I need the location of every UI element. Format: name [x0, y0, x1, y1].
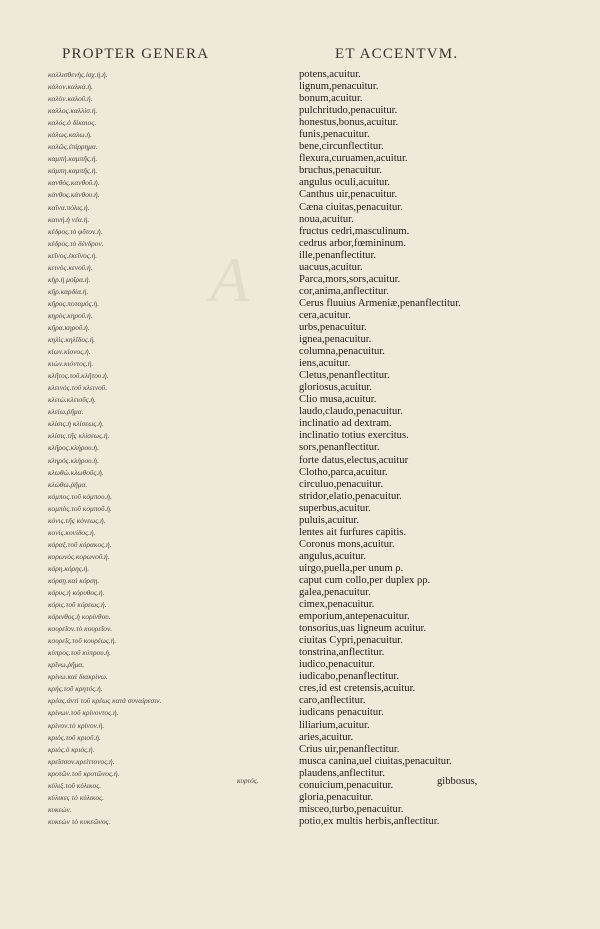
- latin-gloss: conuicium,penacuitur.: [299, 779, 394, 791]
- latin-gloss: cedrus arbor,fœmininum.: [299, 237, 406, 249]
- greek-entry: κέδρος.τὸ δένδρον.: [48, 238, 104, 248]
- greek-entry: κροτῶν.τοῦ κροτῶνος.ἡ.: [48, 768, 120, 778]
- latin-gloss: lentes ait furfures capitis.: [299, 526, 407, 538]
- greek-entry: κανθὸς.κανθοῦ.ἡ.: [48, 178, 100, 188]
- greek-entry: κόνις.τῆς κόνεως.ἡ.: [48, 515, 106, 525]
- greek-entry: κορωνὸς.κορωνοῦ.ἡ.: [48, 551, 110, 561]
- latin-gloss: caput cum collo,per duplex ρρ.: [299, 574, 431, 586]
- latin-gloss: bene,circunflectitur.: [299, 141, 384, 153]
- latin-gloss: uirgo,puella,per unum ρ.: [299, 562, 404, 574]
- greek-entry: καῖνα.πόλις.ἡ.: [48, 202, 90, 212]
- greek-entry: κύλικες τὸ κύλικος.: [48, 792, 104, 802]
- latin-gloss: uacuus,acuitur.: [299, 261, 363, 273]
- latin-gloss: honestus,bonus,acuitur.: [299, 117, 399, 129]
- greek-entry: κόρινθος.ἡ κορίνθου.: [48, 612, 111, 622]
- latin-gloss: iens,acuitur.: [299, 358, 351, 370]
- latin-gloss: circuluo,penacuitur.: [299, 478, 384, 490]
- greek-entry: κλῆρος.κλήρου.ἡ.: [48, 443, 99, 453]
- greek-entry: καμπὴ.καμπῆς.ἡ.: [48, 154, 98, 164]
- latin-gloss: iudicabo,penanflectitur.: [299, 671, 400, 683]
- latin-gloss: pulchritudo,penacuitur.: [299, 105, 398, 117]
- greek-entry: καλλισθενὴς.ἰσχ.ἡ.ἡ.: [48, 70, 108, 79]
- greek-entry: κυκεὼν τὸ κυκεῶνος.: [48, 816, 111, 826]
- latin-gloss: musca canina,uel ciuitas,penacuitur.: [299, 755, 452, 767]
- greek-entry: κόρη.κόρης.ἡ.: [48, 563, 90, 573]
- latin-gloss: sors,penanflectitur.: [299, 442, 380, 454]
- greek-entry: κυκεὼν.: [48, 804, 72, 814]
- greek-entry: κληρὸς.κλήρου.ἡ.: [48, 455, 99, 465]
- greek-entry: κόρσῃ.καὶ κόρσῃ.: [48, 575, 100, 585]
- greek-entry: κόραξ.τοῦ κόρακος.ἡ.: [48, 539, 112, 549]
- greek-entry: κόμπος.τοῦ κόμπου.ἡ.: [48, 491, 112, 501]
- continuation-greek: κυρτός.: [237, 776, 259, 785]
- greek-entry: καλῶς.ἐπίρρημα.: [48, 142, 98, 152]
- greek-entry: κηρὸς.κηροῦ.ἡ.: [48, 310, 93, 320]
- latin-gloss: superbus,acuitur.: [299, 502, 371, 514]
- latin-gloss: Parca,mors,sors,acuitur.: [299, 273, 401, 285]
- greek-entry: κλειὼ.κλειοῦς.ἡ.: [48, 395, 96, 405]
- greek-entry: κλεινὸς.τοῦ κλεινοῦ.: [48, 383, 108, 393]
- greek-entry: κριὸς.ὁ κριός.ἡ.: [48, 744, 95, 754]
- greek-entry: κλίσις.ἡ κλίσεως.ἡ.: [48, 419, 104, 429]
- latin-gloss: caro,anflectitur.: [299, 695, 366, 707]
- latin-gloss: angulus oculi,acuitur.: [299, 177, 390, 189]
- latin-gloss: lignum,penacuitur.: [299, 81, 379, 93]
- greek-entry: κάνθος.κάνθου.ἡ.: [48, 190, 100, 200]
- greek-entry: κόρυς.ἡ κόρυθος.ἡ.: [48, 588, 105, 598]
- latin-gloss: potio,ex multis herbis,anflectitur.: [299, 815, 440, 827]
- greek-entry: κάλον.καλκά.ἡ.: [48, 82, 93, 92]
- latin-gloss: Crius uir,penanflectitur.: [299, 743, 400, 755]
- greek-entry: κρέας.ἀντὶ τοῦ κρέως κατὰ συναίρεσιν.: [48, 696, 162, 706]
- latin-gloss: Cerus fluuius Armeniæ,penanflectitur.: [299, 297, 461, 309]
- latin-gloss: tonsorius,uas ligneum acuitur.: [299, 623, 427, 635]
- latin-gloss: fructus cedri,masculinum.: [299, 225, 410, 237]
- greek-entry: κρής.τοῦ κρητός.ἡ.: [48, 684, 103, 694]
- greek-entry: κύπρος.τοῦ κύπρου.ἡ.: [48, 648, 111, 658]
- latin-gloss: ignea,penacuitur.: [299, 334, 372, 346]
- latin-gloss: ciuitas Cypri,penacuitur.: [299, 635, 403, 647]
- latin-gloss: potens,acuitur.: [299, 69, 361, 80]
- latin-gloss: Clio musa,acuitur.: [299, 394, 377, 406]
- latin-gloss: iudico,penacuitur.: [299, 659, 375, 671]
- greek-entry: κέδρος.τὸ φῦτον.ἡ.: [48, 226, 103, 236]
- greek-entry: κουρεῖον.τὸ κουρεῖον.: [48, 624, 113, 634]
- greek-entry: κεινὸς.κενοῦ.ἡ.: [48, 262, 93, 272]
- greek-entry: καλλος.καλλίσ.ἡ.: [48, 106, 98, 116]
- greek-entry: κῆρος.ποταμός.ἡ.: [48, 298, 99, 308]
- greek-entry: κόρις.τοῦ κόρεως.ἡ.: [48, 600, 107, 610]
- latin-gloss: bruchus,penacuitur.: [299, 165, 382, 177]
- latin-gloss: stridor,elatio,penacuitur.: [299, 490, 402, 502]
- latin-gloss: cor,anima,anflectitur.: [299, 285, 389, 297]
- latin-gloss: gloria,penacuitur.: [299, 791, 374, 803]
- greek-entry: κομπὸς.τοῦ κομποῦ.ἡ.: [48, 503, 112, 513]
- latin-gloss: inclinatio totius exercitus.: [299, 430, 409, 442]
- greek-entry: κλώθω.ῥῆμα.: [48, 479, 88, 489]
- latin-gloss: noua,acuitur.: [299, 213, 354, 225]
- latin-gloss: Coronus mons,acuitur.: [299, 538, 395, 550]
- greek-entry: κάλως.καλω.ἡ.: [48, 130, 92, 140]
- running-head: [0, 46, 600, 68]
- greek-entry: καλός.ὁ δίκαιος.: [48, 118, 97, 128]
- latin-gloss: emporium,antepenacuitur.: [299, 611, 410, 623]
- greek-entry: κηλὶς.κηλῖδος.ἡ.: [48, 335, 96, 345]
- greek-entry: κρῖνω.ῥῆμα.: [48, 660, 85, 670]
- latin-gloss: cimex,penacuitur.: [299, 599, 375, 611]
- greek-entry: κλῆτος.τοῦ.κλῆτου.ἡ.: [48, 371, 109, 381]
- latin-gloss: columna,penacuitur.: [299, 346, 385, 358]
- latin-gloss: urbs,penacuitur.: [299, 321, 367, 333]
- greek-entry: κρίνω.καὶ διακρίνω.: [48, 672, 108, 682]
- latin-gloss: funis,penacuitur.: [299, 129, 370, 141]
- latin-gloss: bonum,acuitur.: [299, 93, 363, 105]
- latin-gloss: forte datus,electus,acuitur: [299, 454, 409, 466]
- latin-gloss: iudicans penacuitur.: [299, 707, 384, 719]
- greek-entry: καινή.ἡ νέα.ἡ.: [48, 214, 90, 224]
- latin-gloss-column: [299, 69, 489, 828]
- bleed-through-mark: A: [210, 244, 250, 315]
- greek-entry: κλωθὼ.κλωθοῦς.ἡ.: [48, 467, 104, 477]
- latin-gloss: Cletus,penanflectitur.: [299, 370, 390, 382]
- greek-entry: καλὸν.καλοῦ.ἡ.: [48, 94, 93, 104]
- latin-gloss: tonstrina,anflectitur.: [299, 647, 385, 659]
- latin-gloss: plaudens,anflectitur.: [299, 767, 385, 779]
- greek-entry: κάμπη.καμπῆς.ἡ.: [48, 166, 98, 176]
- latin-gloss: liliarium,acuitur.: [299, 719, 370, 731]
- greek-entry: κεῖνος.ἐκεῖνος.ἡ.: [48, 250, 98, 260]
- greek-entry: κὴρ.ἡ μοῖρα.ἡ.: [48, 274, 91, 284]
- latin-gloss: aries,acuitur.: [299, 731, 354, 743]
- latin-gloss: inclinatio ad dextram.: [299, 418, 392, 430]
- latin-gloss: ille,penanflectitur.: [299, 249, 377, 261]
- greek-entry: κουρεῖς.τοῦ κουρέως.ἡ.: [48, 636, 117, 646]
- greek-entry: κρίνων.τοῦ κρίνοντος.ἡ.: [48, 708, 119, 718]
- running-head-left: PROPTER GENERA: [62, 46, 210, 62]
- greek-entry: κιὼν.κιόντος.ἡ.: [48, 359, 94, 369]
- latin-gloss: cera,acuitur.: [299, 309, 351, 321]
- latin-gloss: Canthus uir,penacuitur.: [299, 189, 398, 201]
- latin-gloss: puluis,acuitur.: [299, 514, 360, 526]
- latin-gloss: angulus,acuitur.: [299, 550, 367, 562]
- greek-entry: κίων.κίονος.ἡ.: [48, 347, 91, 357]
- greek-entry: κρίνον.τὸ κρίνον.ἡ.: [48, 720, 105, 730]
- latin-gloss: misceo,turbo,penacuitur.: [299, 803, 404, 815]
- greek-entry: κῆρα.κηροῦ.ἡ.: [48, 322, 90, 332]
- greek-entry: κονὶς.κονίδος.ἡ.: [48, 527, 96, 537]
- greek-entry: κλείω.ῥῆμα.: [48, 407, 84, 417]
- greek-entry: κρεῖσσον.κρείττονος.ἡ.: [48, 756, 115, 766]
- latin-gloss: Clotho,parca,acuitur.: [299, 466, 388, 478]
- greek-entry: κύλιξ.τοῦ κύλικος.: [48, 780, 102, 790]
- greek-entry: κῆρ.καρδία.ἡ.: [48, 286, 89, 296]
- latin-gloss: laudo,claudo,penacuitur.: [299, 406, 403, 418]
- latin-gloss: gloriosus,acuitur.: [299, 382, 372, 394]
- greek-entry: κλίσις.τῆς κλίσεως.ἡ.: [48, 431, 110, 441]
- greek-entry: κριός.τοῦ κριοῦ.ἡ.: [48, 732, 101, 742]
- latin-gloss: galea,penacuitur.: [299, 587, 371, 599]
- latin-gloss: Cæna ciuitas,penacuitur.: [299, 201, 403, 213]
- greek-word-column: [48, 69, 248, 828]
- continuation-latin: gibbosus,: [437, 776, 478, 787]
- latin-gloss: flexura,curuamen,acuitur.: [299, 153, 408, 165]
- latin-gloss: cres,id est cretensis,acuitur.: [299, 683, 416, 695]
- running-head-right: ET ACCENTVM.: [335, 46, 459, 62]
